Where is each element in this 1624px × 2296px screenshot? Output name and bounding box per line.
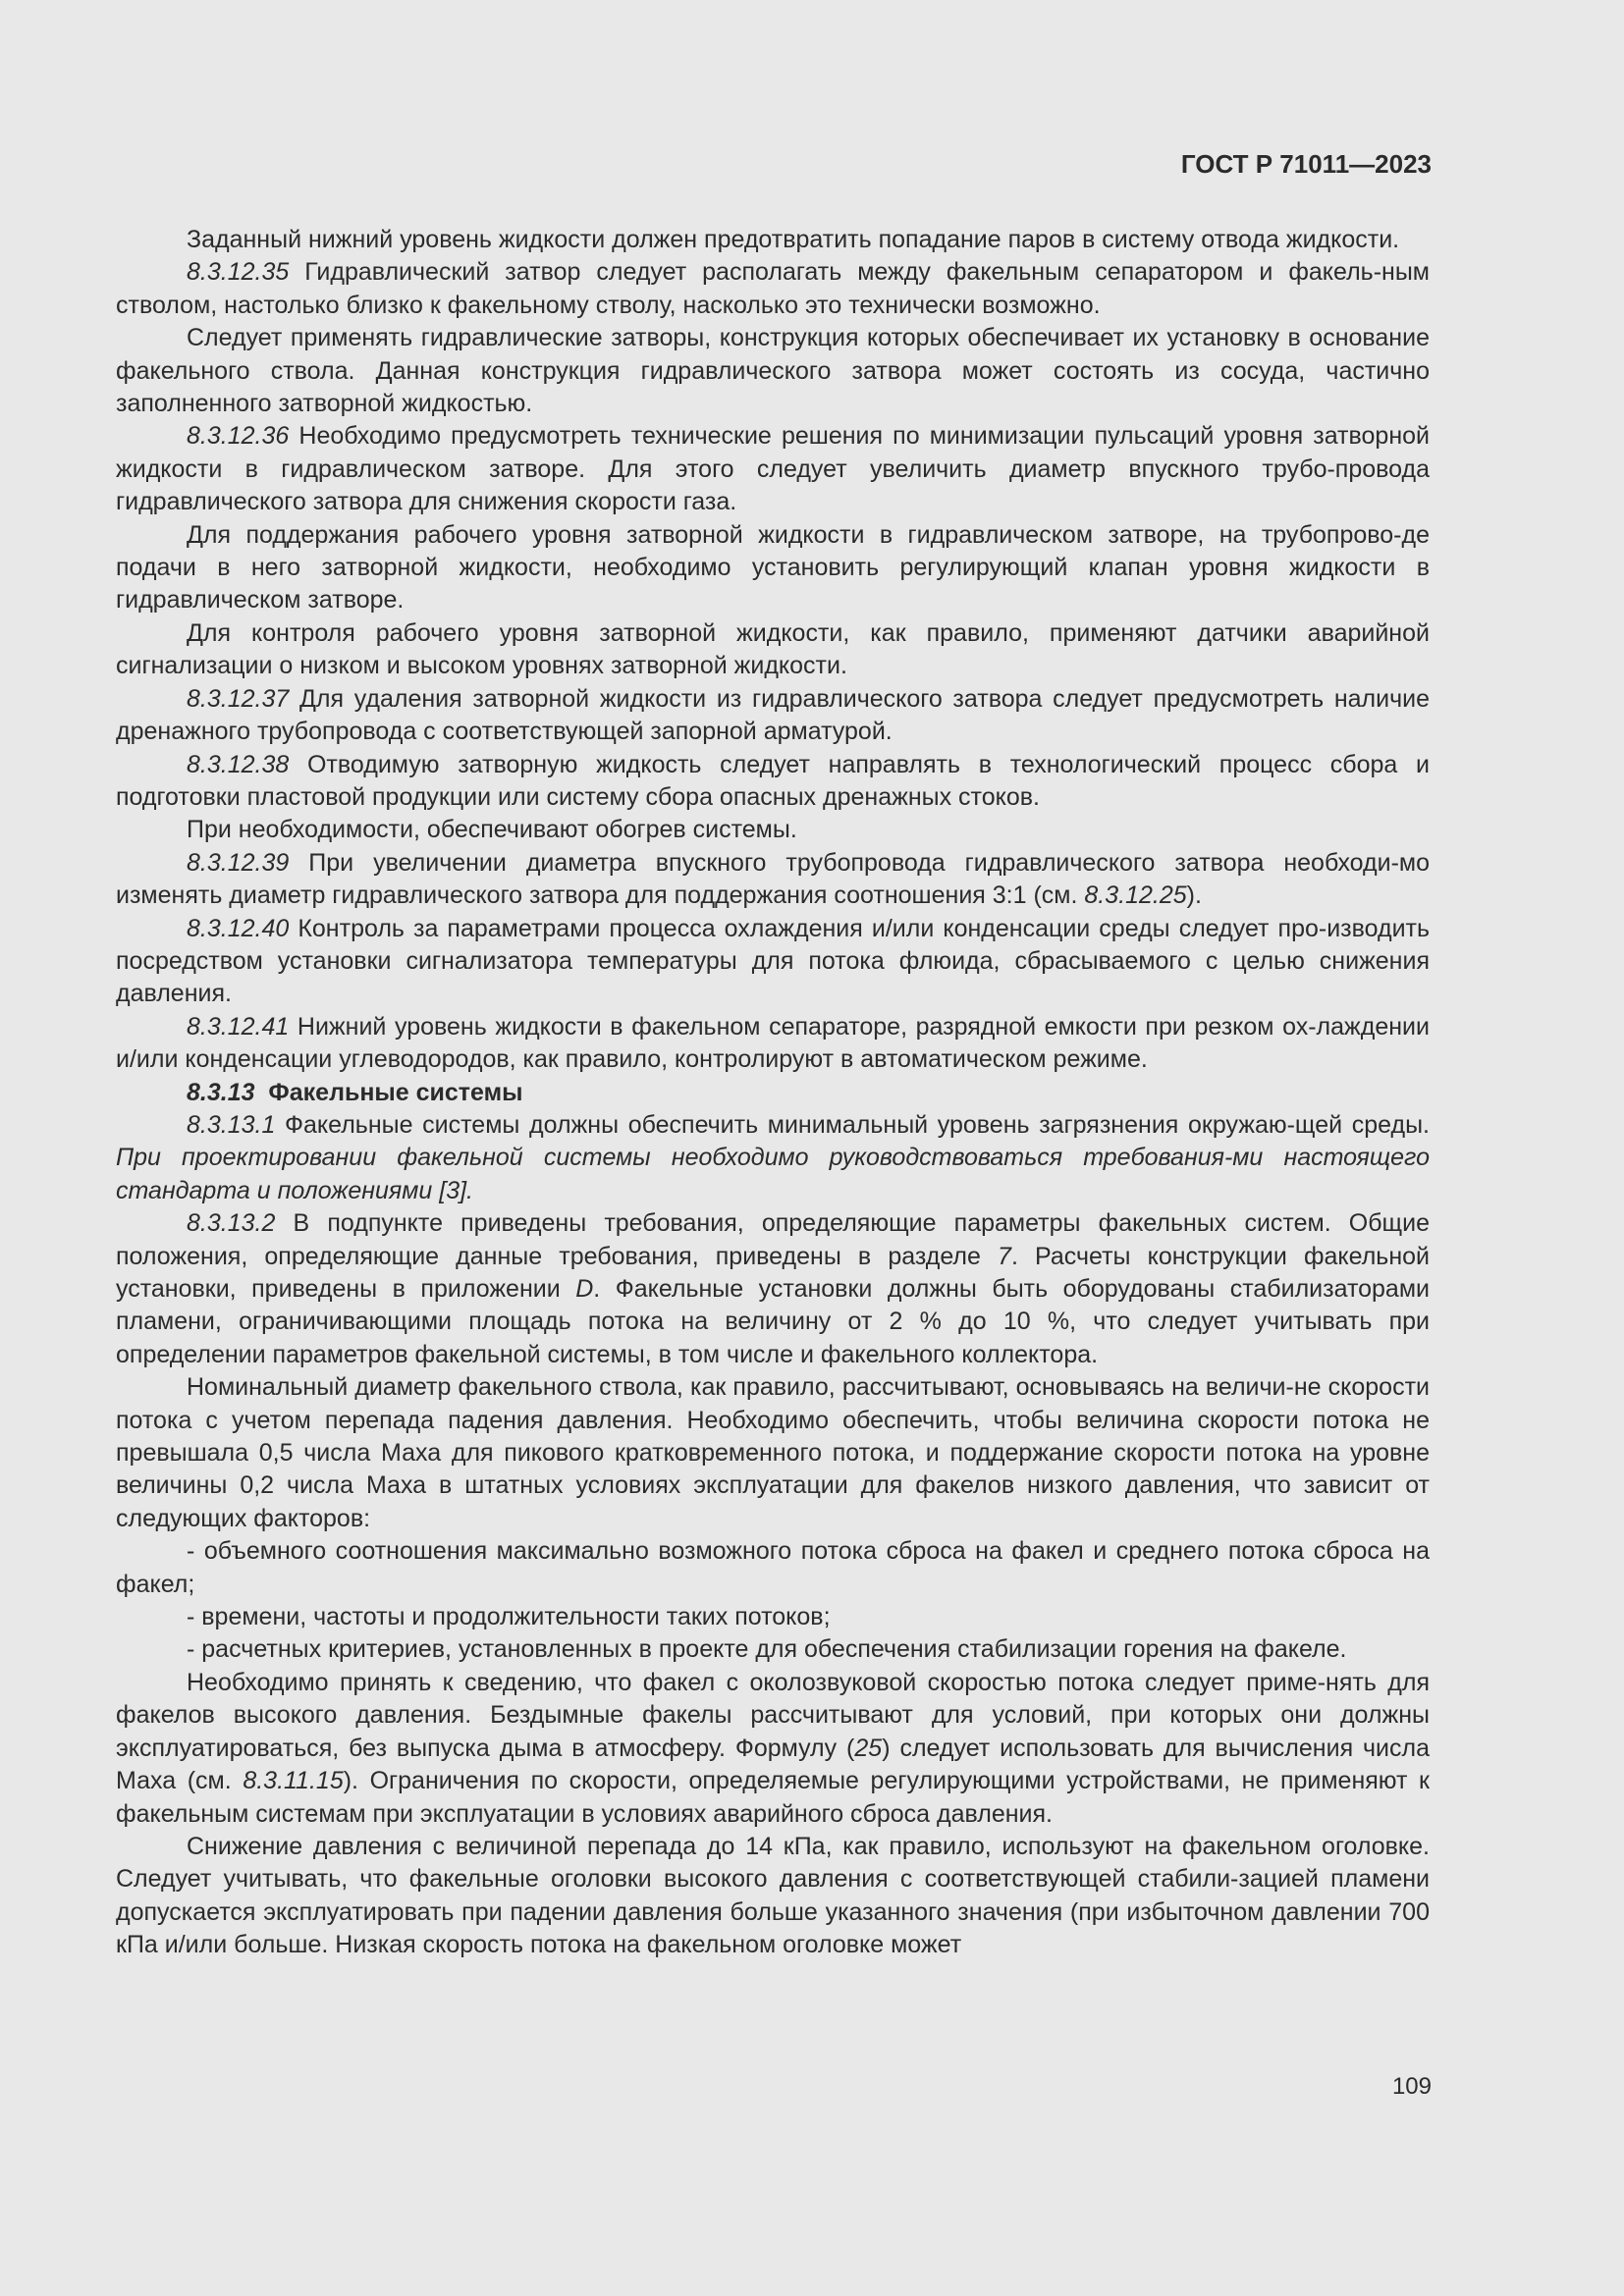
list-item	[116, 1633, 1430, 1666]
paragraph-text-italic: При проектировании факельной системы необходимо руководствоваться требования-ми настоящего стандарта и положениями [3].	[116, 1144, 1430, 1204]
paragraph-text: Отводимую затворную жидкость следует направлять в технологический процесс сбора и подготовки пластовой продукции или систему сбора опасных дренажных стоков.	[116, 750, 1430, 811]
clause-8-3-12-41	[116, 1011, 1430, 1077]
document-code: ГОСТ Р 71011—2023	[1180, 149, 1432, 179]
paragraph	[116, 322, 1430, 420]
section-title: Факельные системы	[268, 1078, 523, 1106]
clause-8-3-13-2	[116, 1207, 1430, 1371]
paragraph	[116, 617, 1430, 683]
paragraph-text: При необходимости, обеспечивают обогрев системы.	[187, 816, 797, 844]
page-number: 109	[1391, 2073, 1432, 2100]
clause-number: 8.3.12.37	[187, 684, 290, 713]
paragraph-text: Факельные системы должны обеспечить минимальный уровень загрязнения окружаю-щей среды.	[285, 1110, 1430, 1139]
clause-number: 8.3.12.40	[187, 914, 290, 942]
clause-number: 8.3.13.2	[187, 1209, 276, 1238]
paragraph-text: Для поддержания рабочего уровня затворной жидкости в гидравлическом затворе, на трубопрово-де подачи в него затворной жидкости, необходимо установить регулирующий клапан уровня жидкости в гидравлическом затворе.	[116, 520, 1430, 614]
clause-reference: 8.3.12.25	[1084, 881, 1187, 910]
clause-8-3-12-35	[116, 256, 1430, 322]
document-body	[116, 224, 1430, 1962]
section-number: 8.3.13	[187, 1078, 255, 1106]
clause-number: 8.3.13.1	[187, 1110, 276, 1139]
section-heading-8-3-13	[116, 1077, 1430, 1109]
paragraph	[116, 224, 1430, 256]
clause-number: 8.3.12.39	[187, 848, 290, 877]
paragraph-text: Необходимо принять к сведению, что факел с околозвуковой скоростью потока следует приме-нять для факелов высокого давления. Бездымные факелы рассчитывают для условий, при которых они должны эксплуатироваться, без выпуска дыма в атмосферу. Формулу (	[116, 1668, 1430, 1762]
clause-number: 8.3.12.36	[187, 422, 290, 451]
paragraph-text: Нижний уровень жидкости в факельном сепараторе, разрядной емкости при резком ох-лаждении и/или конденсации углеводородов, как правило, контролируют в автоматическом режиме.	[116, 1012, 1430, 1074]
clause-8-3-12-40	[116, 913, 1430, 1011]
formula-reference: 25	[854, 1734, 883, 1762]
clause-reference: 8.3.11.15	[243, 1767, 344, 1795]
clause-8-3-12-37	[116, 683, 1430, 749]
paragraph-text: Для удаления затворной жидкости из гидравлического затвора следует предусмотреть наличие дренажного трубопровода с соответствующей запорной арматурой.	[116, 684, 1430, 746]
list-item-text: - времени, частоты и продолжительности таких потоков;	[187, 1603, 831, 1631]
paragraph-text: Номинальный диаметр факельного ствола, как правило, рассчитывают, основываясь на величи-не скорости потока с учетом перепада падения давления. Необходимо обеспечить, чтобы величина скорости потока не превышала 0,5 числа Маха для пикового кратковременного потока, и поддержание скорости потока на уровне величины 0,2 числа Маха в штатных условиях эксплуатации для факелов низкого давления, что зависит от следующих факторов:	[116, 1373, 1430, 1532]
paragraph-text: Заданный нижний уровень жидкости должен предотвратить попадание паров в систему отвода жидкости.	[187, 226, 1400, 253]
paragraph-text: В подпункте приведены требования, определяющие параметры факельных систем. Общие положения, определяющие данные требования, приведены в разделе	[116, 1209, 1430, 1270]
paragraph	[116, 814, 1430, 846]
clause-8-3-12-38	[116, 749, 1430, 815]
paragraph	[116, 1371, 1430, 1535]
clause-number: 8.3.12.35	[187, 258, 290, 287]
paragraph-text: Следует применять гидравлические затворы, конструкция которых обеспечивает их установку в основание факельного ствола. Данная конструкция гидравлического затвора может состоять из сосуда, частично заполненного затворной жидкостью.	[116, 324, 1430, 418]
paragraph-text: При увеличении диаметра впускного трубопровода гидравлического затвора необходи-мо изменять диаметр гидравлического затвора для поддержания соотношения 3:1 (см.	[116, 848, 1430, 910]
clause-number: 8.3.12.38	[187, 750, 290, 778]
list-item	[116, 1601, 1430, 1633]
paragraph-text: ). Ограничения по скорости, определяемые регулирующими устройствами, не применяют к факельным системам при эксплуатации в условиях аварийного сброса давления.	[116, 1767, 1430, 1828]
paragraph-text: Контроль за параметрами процесса охлаждения и/или конденсации среды следует про-изводить посредством установки сигнализатора температуры для потока флюида, сбрасываемого с целью снижения давления.	[116, 914, 1431, 1008]
paragraph-text: . Расчеты конструкции факельной установки, приведены в приложении	[116, 1242, 1430, 1303]
clause-8-3-12-36	[116, 420, 1430, 518]
paragraph	[116, 1831, 1430, 1962]
paragraph-text: Необходимо предусмотреть технические решения по минимизации пульсаций уровня затворной жидкости в гидравлическом затворе. Для этого следует увеличить диаметр впускного трубо-провода гидравлического затвора для снижения скорости газа.	[116, 422, 1430, 516]
paragraph	[116, 1667, 1430, 1831]
list-item	[116, 1535, 1430, 1601]
clause-8-3-13-1	[116, 1109, 1430, 1207]
clause-number: 8.3.12.41	[187, 1012, 290, 1041]
paragraph-text: ) следует использовать для вычисления числа Маха (см.	[116, 1734, 1430, 1795]
paragraph-text: . Факельные установки должны быть оборудованы стабилизаторами пламени, ограничивающими площадь потока на величину от 2 % до 10 %, что следует учитывать при определении параметров факельной системы, в том числе и факельного коллектора.	[116, 1275, 1430, 1368]
paragraph	[116, 519, 1430, 617]
list-item-text: - расчетных критериев, установленных в проекте для обеспечения стабилизации горения на факеле.	[187, 1635, 1347, 1664]
section-reference: 7	[998, 1242, 1011, 1270]
paragraph-text: Снижение давления с величиной перепада до 14 кПа, как правило, используют на факельном оголовке. Следует учитывать, что факельные оголовки высокого давления с соответствующей стабили-зацией пламени допускается эксплуатировать при падении давления больше указанного значения (при избыточном давлении 700 кПа и/или больше. Низкая скорость потока на факельном оголовке может	[116, 1832, 1430, 1959]
clause-8-3-12-39	[116, 847, 1430, 913]
paragraph-text: Гидравлический затвор следует располагать между факельным сепаратором и факель-ным стволом, настолько близко к факельному стволу, насколько это технически возможно.	[116, 258, 1430, 319]
appendix-reference: D	[575, 1275, 594, 1303]
paragraph-text: ).	[1186, 881, 1202, 910]
paragraph-text: Для контроля рабочего уровня затворной жидкости, как правило, применяют датчики аварийной сигнализации о низком и высоком уровнях затворной жидкости.	[116, 618, 1430, 680]
list-item-text: - объемного соотношения максимально возможного потока сброса на факел и среднего потока сброса на факел;	[116, 1537, 1430, 1598]
